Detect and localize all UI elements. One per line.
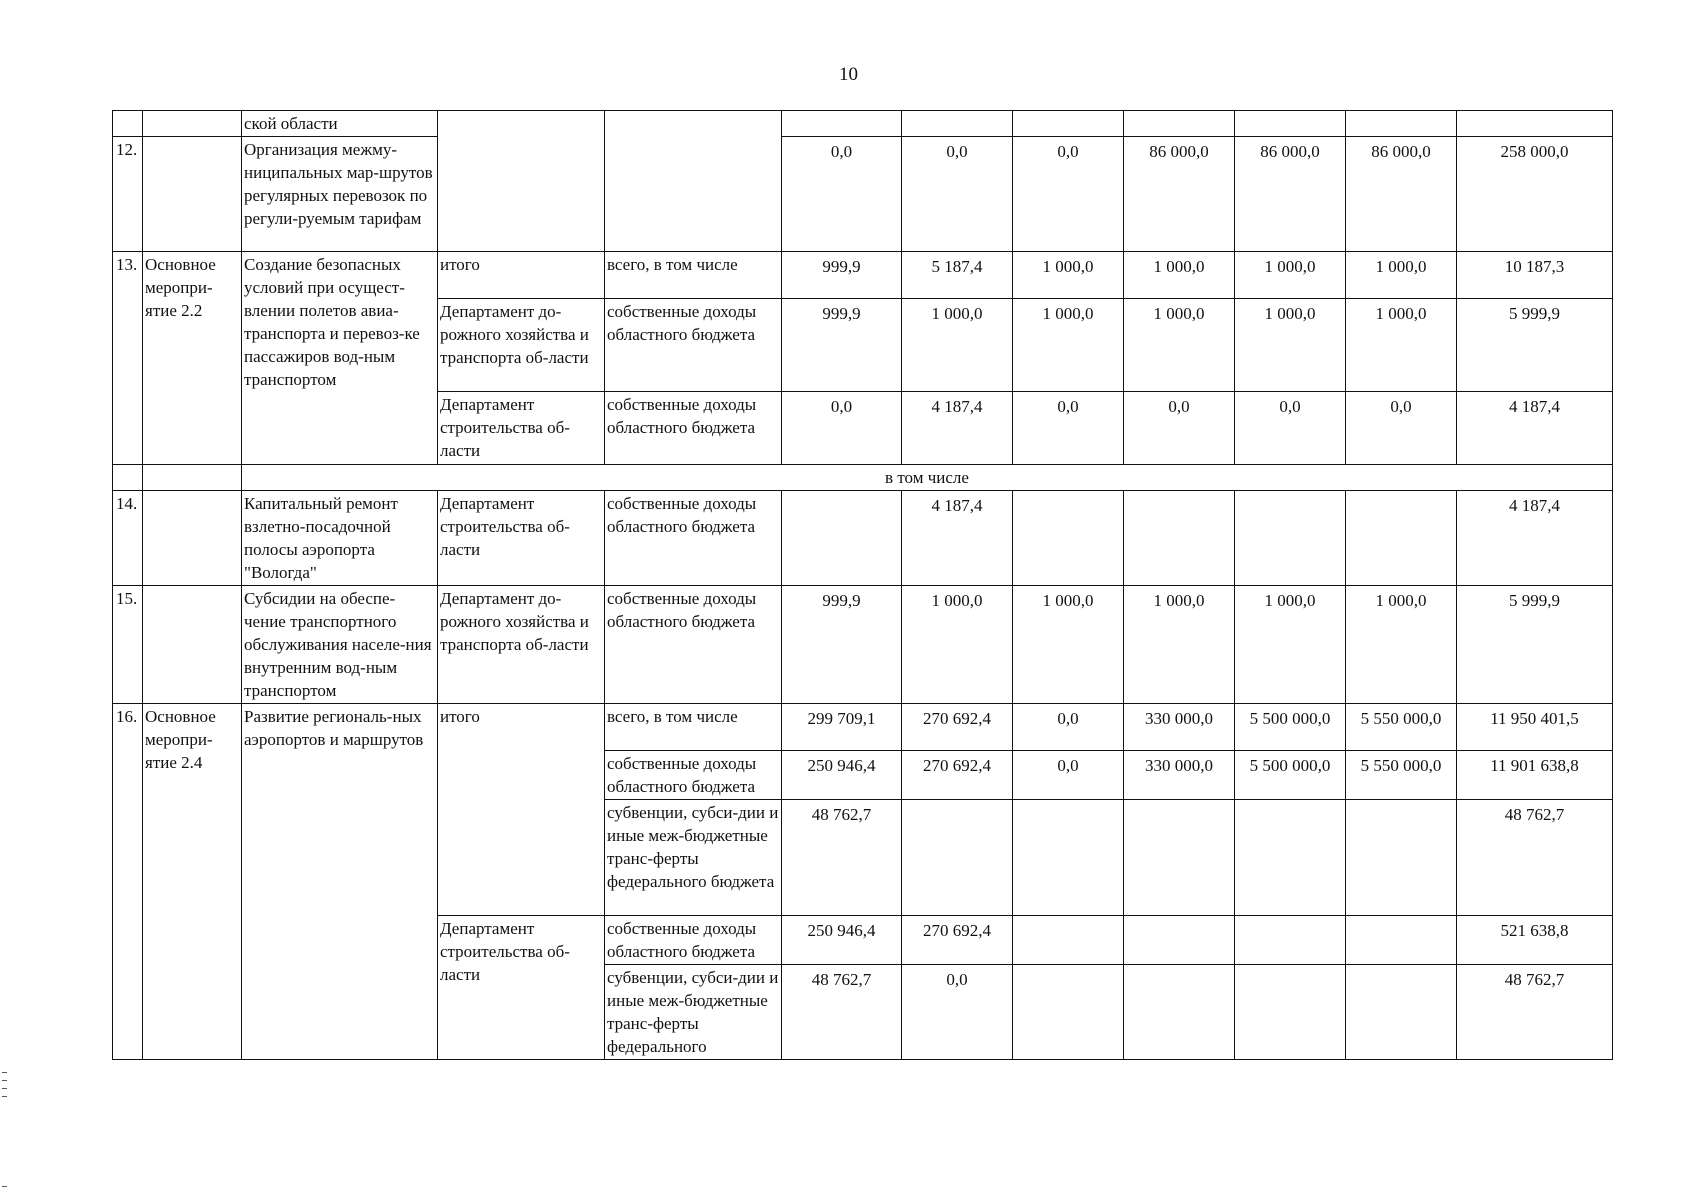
executor-cell: Департамент строительства об-ласти (438, 916, 605, 1060)
source-cell: всего, в том числе (605, 252, 782, 299)
value-cell (1235, 916, 1346, 965)
value-cell: 270 692,4 (902, 916, 1013, 965)
value-cell: 11 950 401,5 (1457, 704, 1613, 751)
source-cell: собственные доходы областного бюджета (605, 916, 782, 965)
value-cell: 0,0 (782, 392, 902, 465)
scan-mark (2, 1096, 7, 1097)
value-cell (1235, 965, 1346, 1060)
value-cell: 999,9 (782, 586, 902, 704)
value-cell: 1 000,0 (1346, 299, 1457, 392)
value-cell (1346, 111, 1457, 137)
value-cell: 4 187,4 (902, 491, 1013, 586)
table-row (113, 465, 1613, 491)
value-cell (1124, 800, 1235, 916)
name-cell: Создание безопасных условий при осущест-влении полетов авиа-транспорта и перевоз-ке пассажиров вод-ным транспортом (242, 252, 438, 465)
value-cell: 270 692,4 (902, 751, 1013, 800)
value-cell: 521 638,8 (1457, 916, 1613, 965)
source-cell (605, 111, 782, 252)
measure-cell (143, 586, 242, 704)
value-cell (1013, 800, 1124, 916)
value-cell (1346, 916, 1457, 965)
value-cell: 1 000,0 (1346, 586, 1457, 704)
measure-cell: Основное меропри-ятие 2.2 (143, 252, 242, 465)
source-cell: собственные доходы областного бюджета (605, 392, 782, 465)
value-cell (782, 491, 902, 586)
executor-cell: Департамент строительства об-ласти (438, 491, 605, 586)
value-cell: 5 500 000,0 (1235, 751, 1346, 800)
value-cell: 330 000,0 (1124, 704, 1235, 751)
value-cell: 299 709,1 (782, 704, 902, 751)
value-cell (1013, 111, 1124, 137)
budget-table (112, 110, 1613, 1060)
value-cell: 1 000,0 (1235, 252, 1346, 299)
source-cell: собственные доходы областного бюджета (605, 586, 782, 704)
value-cell: 0,0 (1013, 137, 1124, 252)
value-cell: 5 550 000,0 (1346, 751, 1457, 800)
value-cell: 1 000,0 (1124, 299, 1235, 392)
executor-cell: Департамент строительства об-ласти (438, 392, 605, 465)
value-cell: 0,0 (1235, 392, 1346, 465)
measure-cell (143, 137, 242, 252)
value-cell: 48 762,7 (1457, 800, 1613, 916)
value-cell: 48 762,7 (1457, 965, 1613, 1060)
value-cell: 1 000,0 (902, 299, 1013, 392)
value-cell (902, 111, 1013, 137)
value-cell: 1 000,0 (1124, 252, 1235, 299)
value-cell: 1 000,0 (1013, 252, 1124, 299)
row-number (113, 465, 143, 491)
value-cell (1235, 111, 1346, 137)
table-row (113, 111, 1613, 137)
table-row (113, 704, 1613, 751)
row-number: 16. (113, 704, 143, 1060)
scan-mark (2, 1186, 7, 1187)
value-cell: 86 000,0 (1235, 137, 1346, 252)
row-number: 12. (113, 137, 143, 252)
value-cell (782, 111, 902, 137)
executor-cell: итого (438, 704, 605, 916)
table-row (113, 491, 1613, 586)
value-cell: 0,0 (902, 965, 1013, 1060)
table-row (113, 137, 1613, 252)
value-cell: 0,0 (1013, 392, 1124, 465)
measure-cell: Основное меропри-ятие 2.4 (143, 704, 242, 1060)
value-cell (1457, 111, 1613, 137)
value-cell (1124, 111, 1235, 137)
value-cell: 86 000,0 (1346, 137, 1457, 252)
scan-mark (2, 1072, 7, 1073)
value-cell: 0,0 (1124, 392, 1235, 465)
value-cell: 4 187,4 (1457, 392, 1613, 465)
value-cell: 258 000,0 (1457, 137, 1613, 252)
source-cell: собственные доходы областного бюджета (605, 751, 782, 800)
name-cell: Организация межму-ниципальных мар-шрутов регулярных перевозок по регули-руемым тарифам (242, 137, 438, 252)
value-cell: 999,9 (782, 252, 902, 299)
name-cell: Развитие региональ-ных аэропортов и маршрутов (242, 704, 438, 1060)
value-cell (1346, 800, 1457, 916)
value-cell: 48 762,7 (782, 800, 902, 916)
value-cell: 1 000,0 (1124, 586, 1235, 704)
executor-cell: итого (438, 252, 605, 299)
value-cell: 1 000,0 (1346, 252, 1457, 299)
value-cell: 4 187,4 (1457, 491, 1613, 586)
scan-mark (2, 1080, 7, 1081)
value-cell: 48 762,7 (782, 965, 902, 1060)
value-cell: 5 999,9 (1457, 586, 1613, 704)
value-cell (1124, 916, 1235, 965)
page-number: 10 (839, 64, 858, 85)
row-number: 15. (113, 586, 143, 704)
source-cell: всего, в том числе (605, 704, 782, 751)
value-cell: 1 000,0 (1013, 586, 1124, 704)
row-number: 14. (113, 491, 143, 586)
value-cell (1346, 965, 1457, 1060)
scan-mark (2, 1088, 7, 1089)
value-cell (1013, 916, 1124, 965)
measure-cell (143, 491, 242, 586)
table-row (113, 252, 1613, 299)
value-cell: 5 500 000,0 (1235, 704, 1346, 751)
value-cell: 0,0 (782, 137, 902, 252)
value-cell (1235, 800, 1346, 916)
value-cell: 10 187,3 (1457, 252, 1613, 299)
value-cell: 330 000,0 (1124, 751, 1235, 800)
value-cell: 5 187,4 (902, 252, 1013, 299)
value-cell: 4 187,4 (902, 392, 1013, 465)
row-number: 13. (113, 252, 143, 465)
value-cell (1013, 965, 1124, 1060)
value-cell: 5 999,9 (1457, 299, 1613, 392)
value-cell: 999,9 (782, 299, 902, 392)
executor-cell (438, 111, 605, 252)
executor-cell: Департамент до-рожного хозяйства и транспорта об-ласти (438, 586, 605, 704)
row-number (113, 111, 143, 137)
value-cell (1235, 491, 1346, 586)
value-cell: 0,0 (1013, 751, 1124, 800)
value-cell: 86 000,0 (1124, 137, 1235, 252)
source-cell: субвенции, субси-дии и иные меж-бюджетные транс-ферты федерального бюджета (605, 800, 782, 916)
table-row (113, 586, 1613, 704)
name-cell: Субсидии на обеспе-чение транспортного обслуживания населе-ния внутренним вод-ным транспортом (242, 586, 438, 704)
value-cell: 5 550 000,0 (1346, 704, 1457, 751)
value-cell: 1 000,0 (1235, 586, 1346, 704)
value-cell: 250 946,4 (782, 751, 902, 800)
value-cell (1013, 491, 1124, 586)
value-cell: 0,0 (1346, 392, 1457, 465)
value-cell: 11 901 638,8 (1457, 751, 1613, 800)
measure-cell (143, 111, 242, 137)
value-cell: 1 000,0 (1013, 299, 1124, 392)
source-cell: собственные доходы областного бюджета (605, 299, 782, 392)
source-cell: субвенции, субси-дии и иные меж-бюджетные транс-ферты федерального (605, 965, 782, 1060)
name-cell: ской области (242, 111, 438, 137)
value-cell: 1 000,0 (1235, 299, 1346, 392)
name-cell: Капитальный ремонт взлетно-посадочной полосы аэропорта "Вологда" (242, 491, 438, 586)
measure-cell (143, 465, 242, 491)
value-cell (1346, 491, 1457, 586)
source-cell: собственные доходы областного бюджета (605, 491, 782, 586)
value-cell: 0,0 (902, 137, 1013, 252)
value-cell: 1 000,0 (902, 586, 1013, 704)
value-cell: 0,0 (1013, 704, 1124, 751)
value-cell (1124, 491, 1235, 586)
value-cell (1124, 965, 1235, 1060)
executor-cell: Департамент до-рожного хозяйства и транспорта об-ласти (438, 299, 605, 392)
subheader-cell: в том числе (242, 465, 1613, 491)
value-cell: 250 946,4 (782, 916, 902, 965)
value-cell: 270 692,4 (902, 704, 1013, 751)
value-cell (902, 800, 1013, 916)
